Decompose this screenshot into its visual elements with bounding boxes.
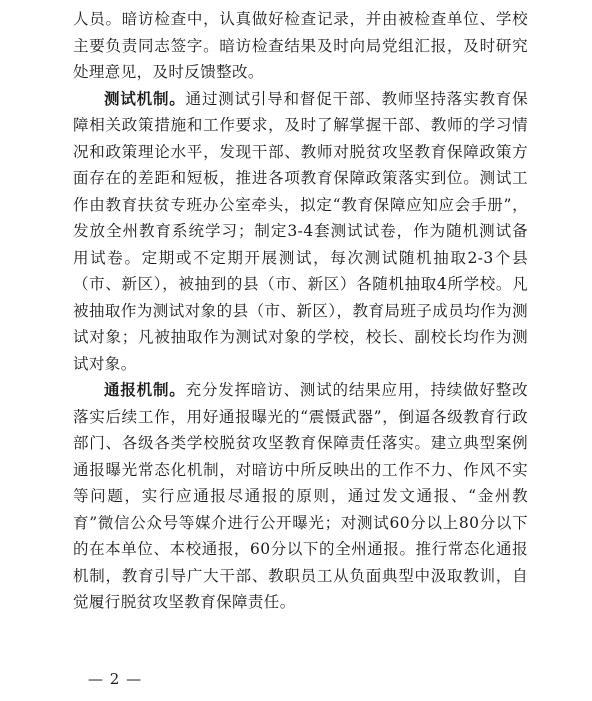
paragraph-text: 通过测试引导和督促干部、教师坚持落实教育保障相关政策措施和工作要求，及时了解掌握干部、教师的学习情况和政策理论水平，发现干部、教师对脱贫攻坚教育保障政策方面存在的差距和短板，推进各项教育保障政策落实到位。测试工作由教育扶贫专班办公室牵头，拟定“教育保障应知应会手册”，发放全州教育系统学习；制定3-4套测试试卷，作为随机测试备用试卷。定期或不定期开展测试，每次测试随机抽取2-3个县（市、新区），被抽到的县（市、新区）各随机抽取4所学校。凡被抽取作为测试对象的县（市、新区），教育局班子成员均作为测试对象；凡被抽取作为测试对象的学校，校长、副校长均作为测试对象。 — [73, 89, 528, 373]
paragraph-continuation — [73, 6, 528, 86]
paragraph-notification-mechanism — [73, 377, 528, 616]
paragraph-testing-mechanism — [73, 86, 528, 378]
document-page — [73, 6, 528, 616]
paragraph-heading: 测试机制。 — [104, 89, 186, 108]
paragraph-text: 人员。暗访检查中，认真做好检查记录，并由被检查单位、学校主要负责同志签字。暗访检查结果及时向局党组汇报，及时研究处理意见，及时反馈整改。 — [73, 10, 528, 81]
page-number: — 2 — — [88, 670, 143, 688]
paragraph-heading: 通报机制。 — [104, 381, 186, 399]
paragraph-text: 充分发挥暗访、测试的结果应用，持续做好整改落实后续工作，用好通报曝光的“震慑武器”，倒逼各级教育行政部门、各级各类学校脱贫攻坚教育保障责任落实。建立典型案例通报曝光常态化机制，对暗访中所反映出的工作不力、作风不实等问题，实行应通报尽通报的原则，通过发文通报、“金州教育”微信公众号等媒介进行公开曝光；对测试60分以上80分以下的在本单位、本校通报，60分以下的全州通报。推行常态化通报机制，教育引导广大干部、教职员工从负面典型中汲取教训，自觉履行脱贫攻坚教育保障责任。 — [73, 381, 528, 611]
